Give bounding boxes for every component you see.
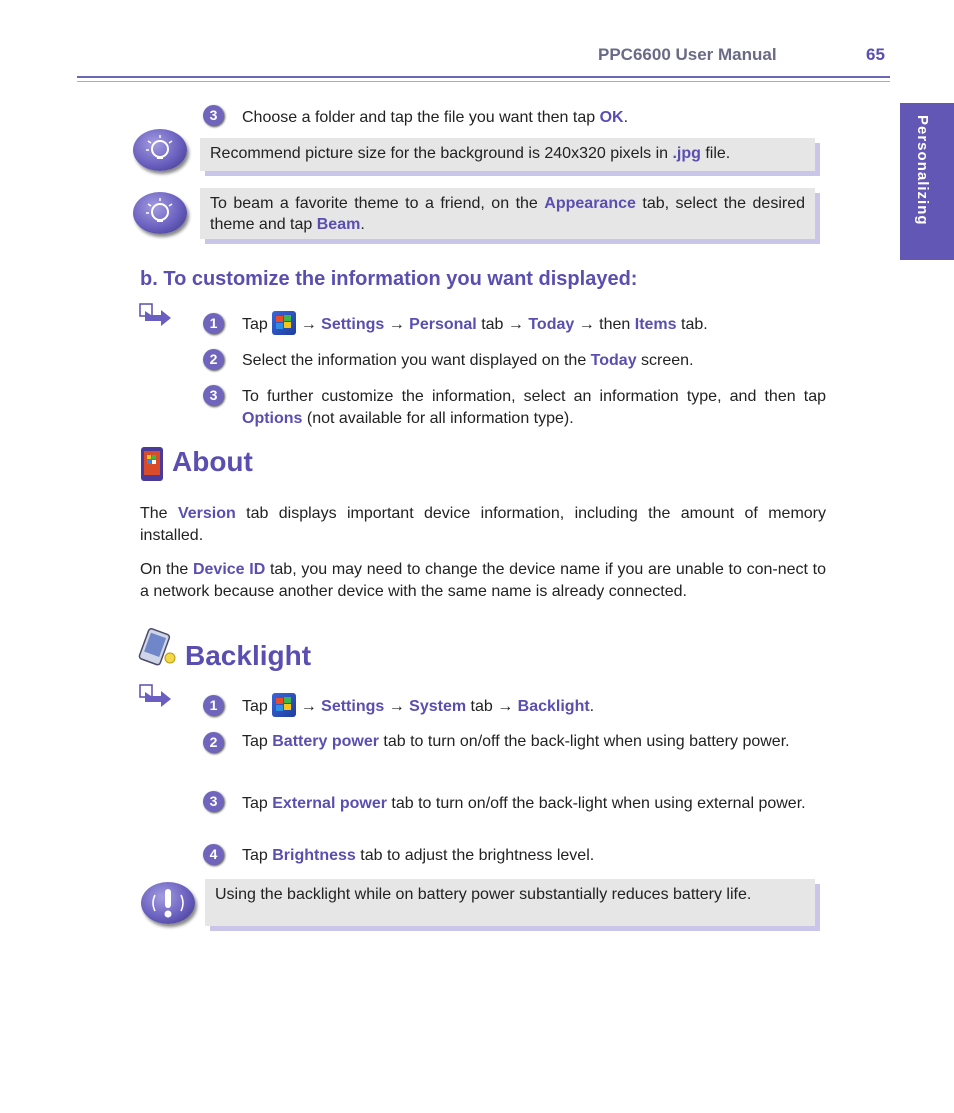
keyword-jpg: .jpg <box>672 145 701 162</box>
procedure-arrow-icon <box>139 684 173 715</box>
step-badge: 1 <box>203 313 224 334</box>
tip-note-picture-size: Recommend picture size for the background is 240x320 pixels in .jpg file. <box>200 138 815 171</box>
procedure-arrow-icon <box>139 303 173 334</box>
lightbulb-icon <box>133 129 187 171</box>
step-text: Tap External power tab to turn on/off the back-light when using external power. <box>242 795 806 812</box>
step-badge: 2 <box>203 732 224 753</box>
step-text: Tap Battery power tab to turn on/off the back-light when using battery power. <box>242 733 790 750</box>
step-badge: 3 <box>203 791 224 812</box>
page-number: 65 <box>866 45 885 64</box>
step-text: Tap Brightness tab to adjust the brightness level. <box>242 847 595 864</box>
backlight-heading: Backlight <box>185 640 312 671</box>
about-pda-icon <box>139 446 165 487</box>
step-badge: 1 <box>203 695 224 716</box>
windows-start-icon <box>272 693 296 717</box>
backlight-pda-icon <box>135 628 179 673</box>
warning-note-backlight: Using the backlight while on battery power substantially reduces battery life. <box>205 879 815 926</box>
tip-note-beam-theme: To beam a favorite theme to a friend, on the Appearance tab, select the desired theme and tap Beam. <box>200 188 815 239</box>
about-version-paragraph: The Version tab displays important device information, including the amount of memory installed. <box>140 505 826 544</box>
header-rule-thin <box>77 81 890 82</box>
step-text: Choose a folder and tap the file you want then tap OK. <box>242 109 629 126</box>
step-badge: 3 <box>203 105 224 126</box>
step-text: Tap → Settings → Personal tab → Today → then Items tab. <box>242 311 708 336</box>
warning-icon <box>141 882 195 924</box>
customize-heading: b. To customize the information you want displayed: <box>140 268 638 290</box>
step-text: To further customize the information, select an information type, and then tap Options (not available for all information type). <box>242 388 826 427</box>
keyword-ok: OK <box>599 109 624 126</box>
step-badge: 4 <box>203 844 224 865</box>
step-badge: 2 <box>203 349 224 370</box>
manual-title: PPC6600 User Manual <box>598 45 777 64</box>
step-text: Tap → Settings → System tab → Backlight. <box>242 693 594 718</box>
header-rule <box>77 76 890 78</box>
windows-start-icon <box>272 311 296 335</box>
about-device-id-paragraph: On the Device ID tab, you may need to change the device name if you are unable to con-nect to a network because another device with the same name is already connected. <box>140 561 826 600</box>
step-text: Select the information you want displayed on the Today screen. <box>242 352 694 369</box>
about-heading: About <box>172 446 253 477</box>
step-badge: 3 <box>203 385 224 406</box>
keyword-appearance: Appearance <box>544 195 636 212</box>
keyword-beam: Beam <box>316 216 361 233</box>
side-tab-label: Personalizing <box>914 115 931 226</box>
section-side-tab <box>900 103 954 260</box>
lightbulb-icon <box>133 192 187 234</box>
